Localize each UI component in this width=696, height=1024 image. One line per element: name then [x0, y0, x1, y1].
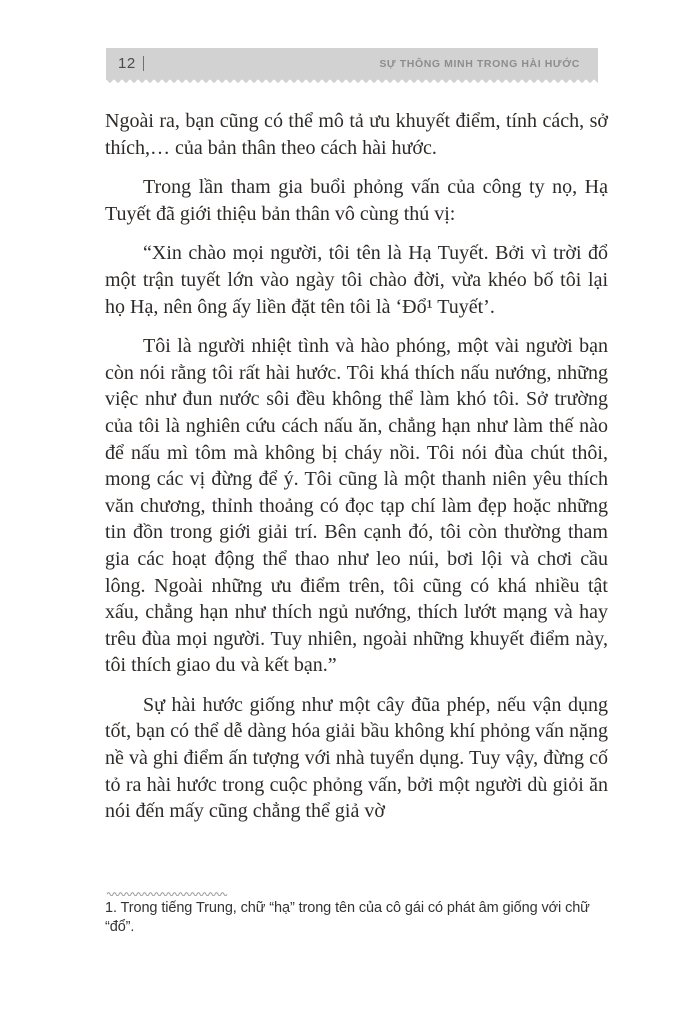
paragraph: Tôi là người nhiệt tình và hào phóng, một vài người bạn còn nói rằng tôi rất hài hước. Tôi khá thích nấu nướng, những việc như đun nước sôi đều không thể làm khó tôi. Sở trường của tôi là nghiên cứu cách nấu ăn, chẳng hạn như làm thế nào để nấu mì tôm mà không bị cháy nồi. Tôi nói đùa chút thôi, mong các vị đừng để ý. Tôi cũng là một thanh niên yêu thích văn chương, thỉnh thoảng có đọc tạp chí làm đẹp hoặc những tin đồn trong giới giải trí. Bên cạnh đó, tôi còn thường tham gia các hoạt động thể thao như leo núi, bơi lội và chơi cầu lông. Ngoài những ưu điểm trên, tôi cũng có khá nhiều tật xấu, chẳng hạn như thích ngủ nướng, thích lướt mạng và hay trêu đùa mọi người. Tuy nhiên, ngoài những khuyết điểm này, tôi thích giao du và kết bạn.”	[105, 335, 608, 677]
wavy-divider-line	[106, 890, 230, 896]
paragraph: “Xin chào mọi người, tôi tên là Hạ Tuyết. Bởi vì trời đổ một trận tuyết lớn vào ngày tôi chào đời, vừa khéo bố tôi lại họ Hạ, nên ông ấy liền đặt tên tôi là ‘Đổ¹ Tuyết’.	[105, 242, 608, 318]
page-number-group	[118, 55, 144, 72]
page-number: 12	[118, 55, 136, 72]
header-divider	[143, 56, 144, 71]
paragraph: Trong lần tham gia buổi phỏng vấn của công ty nọ, Hạ Tuyết đã giới thiệu bản thân vô cùng thú vị:	[105, 176, 608, 225]
body-text	[105, 108, 608, 825]
page-header	[106, 48, 598, 79]
paragraph: Ngoài ra, bạn cũng có thể mô tả ưu khuyết điểm, tính cách, sở thích,… của bản thân theo cách hài hước.	[105, 110, 608, 159]
footnote-text: 1. Trong tiếng Trung, chữ “hạ” trong tên của cô gái có phát âm giống với chữ “đổ”.	[105, 900, 590, 935]
running-header-title: SỰ THÔNG MINH TRONG HÀI HƯỚC	[379, 57, 580, 70]
paragraph: Sự hài hước giống như một cây đũa phép, nếu vận dụng tốt, bạn có thể dễ dàng hóa giải bầu không khí phỏng vấn nặng nề và ghi điểm ấn tượng với nhà tuyển dụng. Tuy vậy, đừng cố tỏ ra hài hước trong cuộc phỏng vấn, bởi một người dù giỏi ăn nói đến mấy cũng chẳng thể giả vờ	[105, 693, 608, 823]
footnote	[105, 890, 608, 937]
